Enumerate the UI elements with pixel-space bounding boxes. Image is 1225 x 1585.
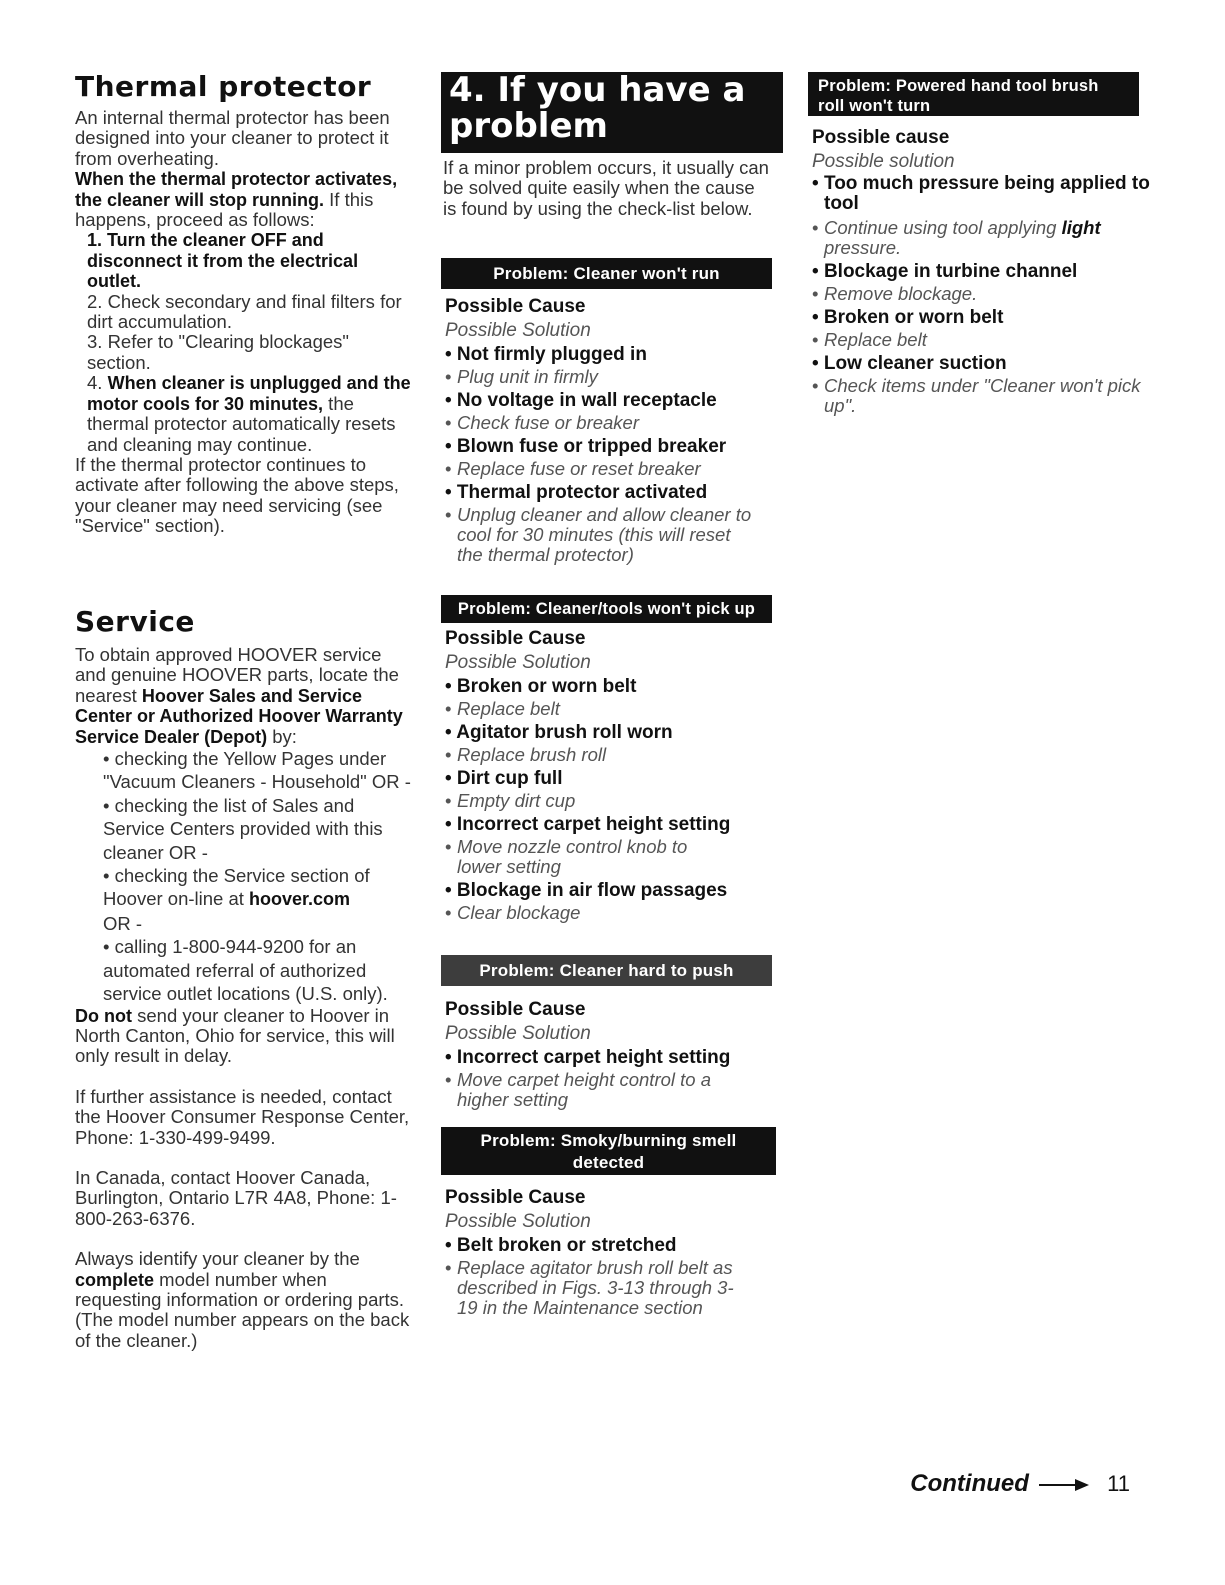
problem-hand-tool [812, 126, 1152, 418]
banner-line-2: roll won't turn [818, 97, 931, 115]
solution-text: Replace fuse or reset breaker [457, 458, 701, 479]
service-further: If further assistance is needed, contact the Hoover Consumer Response Center, Phone: 1-330-499-9499. [75, 1085, 410, 1148]
service-do-not-rest: send your cleaner to Hoover in North Canton, Ohio for service, this will only result in delay. [75, 1004, 395, 1067]
cause-item: • Thermal protector activated [445, 482, 708, 503]
cause-item: • Agitator brush roll worn [445, 722, 673, 743]
thermal-step-2: 2. Check secondary and final filters for dirt accumulation. [87, 290, 402, 333]
solution-item: • Replace brush roll [445, 744, 607, 765]
cause-item: • Incorrect carpet height setting [445, 814, 731, 835]
solution-item: • Unplug cleaner and allow cleaner to cool for 30 minutes (this will reset the thermal protector) [445, 504, 752, 565]
possible-solution-label: Possible Solution [445, 652, 591, 673]
banner-line-1: Problem: Smoky/burning smell [480, 1131, 737, 1150]
solution-item: • Replace agitator brush roll belt as described in Figs. 3-13 through 3-19 in the Maintenance section [445, 1257, 734, 1318]
thermal-warning-bold: When the thermal protector activates, the cleaner will stop running. [75, 169, 398, 210]
thermal-intro: An internal thermal protector has been designed into your cleaner to protect it from overheating. [75, 107, 390, 169]
cause-item: • Belt broken or stretched [445, 1235, 677, 1256]
cause-item: • Too much pressure being applied to tool [812, 173, 1150, 214]
cause-item: • Not firmly plugged in [445, 344, 647, 365]
solution-text: Empty dirt cup [457, 790, 576, 811]
service-option-online-text: • checking the Service section of Hoover on-line at [103, 865, 370, 910]
solution-item: • Plug unit in firmly [445, 366, 598, 387]
service-do-not [75, 1006, 415, 1067]
service-option-list: • checking the list of Sales and Service Centers provided with this cleaner OR - [103, 794, 383, 863]
cause-item: • Blockage in air flow passages [445, 880, 728, 901]
solution-text: Move carpet height control to a higher setting [457, 1069, 712, 1110]
service-always-a: Always identify your cleaner by the [75, 1248, 360, 1270]
problem-banner-smoky-smell [441, 1127, 776, 1175]
problem-banner-hard-to-push: Problem: Cleaner hard to push [441, 955, 772, 986]
cause-text: Too much pressure being applied to tool [824, 173, 1150, 214]
cause-text: Blockage in turbine channel [823, 261, 1078, 282]
thermal-step-4-rest: the thermal protector automatically resets and cleaning may continue. [87, 392, 396, 455]
solution-text: Plug unit in firmly [457, 366, 598, 387]
solution-text: Move nozzle control knob to lower setting [457, 836, 688, 877]
problem-banner-wont-pick-up: Problem: Cleaner/tools won't pick up [441, 595, 772, 623]
service-option-online-end: OR - [103, 912, 143, 934]
service-always-b: model number when requesting information or ordering parts. (The model number appears on the back of the cleaner.) [75, 1268, 410, 1351]
continued-label: Continued [910, 1470, 1029, 1497]
service-option-phone: • calling 1-800-944-9200 for an automated referral of authorized service outlet locations (U.S. only). [103, 936, 388, 1005]
solution-item: • Replace belt [445, 698, 560, 719]
service-intro-end: by: [267, 725, 297, 747]
thermal-protector-body [75, 108, 415, 537]
solution-item: • Move nozzle control knob to lower setting [445, 836, 688, 877]
solution-text: Check items under "Cleaner won't pick up". [824, 375, 1141, 416]
solution-item: • Clear blockage [445, 902, 581, 923]
service-intro-text: To obtain approved HOOVER service and genuine HOOVER parts, locate the nearest [75, 644, 399, 706]
solution-text: Replace belt [457, 698, 560, 719]
cause-item: • Blockage in turbine channel [812, 261, 1078, 282]
cause-item: • Dirt cup full [445, 768, 563, 789]
solution-item: • Replace belt [812, 329, 927, 350]
thermal-step-4 [75, 373, 415, 455]
service-options-list [75, 747, 415, 1005]
solution-item: • Replace fuse or reset breaker [445, 458, 701, 479]
solution-text: Check fuse or breaker [457, 412, 640, 433]
cause-item: • Incorrect carpet height setting [445, 1047, 731, 1068]
possible-solution-label: Possible solution [812, 151, 955, 172]
service-canada: In Canada, contact Hoover Canada, Burlington, Ontario L7R 4A8, Phone: 1-800-263-6376. [75, 1166, 397, 1229]
possible-solution-label: Possible Solution [445, 1023, 591, 1044]
problem-banner-hand-tool [808, 72, 1139, 116]
thermal-step-4-num: 4. [87, 372, 108, 394]
problem-smoky-smell [445, 1186, 785, 1320]
solution-text: Clear blockage [457, 902, 581, 923]
service-intro [75, 645, 415, 747]
solution-item: • Check items under "Cleaner won't pick up". [812, 375, 1141, 416]
cause-item: • Low cleaner suction [812, 353, 1007, 374]
cause-item: • No voltage in wall receptacle [445, 390, 717, 411]
problem-hard-to-push [445, 998, 785, 1112]
possible-cause-label: Possible Cause [445, 1187, 586, 1208]
solution-text: Replace brush roll [457, 744, 607, 765]
thermal-step-1-text: 1. Turn the cleaner OFF and disconnect it from the electrical outlet. [87, 230, 359, 292]
thermal-step-1 [75, 230, 415, 291]
possible-solution-label: Possible Solution [445, 320, 591, 341]
solution-bold: light [1061, 217, 1101, 238]
cause-item: • Broken or worn belt [812, 307, 1004, 328]
solution-item: • Continue using tool applying light pressure. [812, 217, 1101, 258]
solution-text: Replace agitator brush roll belt as described in Figs. 3-13 through 3-19 in the Maintenance section [457, 1257, 734, 1318]
solution-text: Unplug cleaner and allow cleaner to cool for 30 minutes (this will reset the thermal protector) [457, 504, 752, 565]
solution-text-end: pressure. [824, 237, 902, 258]
thermal-step-3: 3. Refer to "Clearing blockages" section. [87, 331, 349, 373]
service-do-not-bold: Do not [75, 1005, 132, 1026]
solution-item: • Empty dirt cup [445, 790, 576, 811]
thermal-step-4-bold: When cleaner is unplugged and the motor cools for 30 minutes, [87, 373, 411, 414]
solution-item: • Check fuse or breaker [445, 412, 640, 433]
solution-text: Continue using tool applying [824, 217, 1062, 238]
hoover-com-link: hoover.com [249, 889, 351, 910]
solution-item: • Move carpet height control to a higher setting [445, 1069, 712, 1110]
service-always-bold: complete [75, 1269, 155, 1290]
cause-item: • Broken or worn belt [445, 676, 637, 697]
possible-cause-label: Possible Cause [445, 999, 586, 1020]
thermal-protector-heading: Thermal protector [75, 70, 372, 103]
problem-section-title: 4. If you have a problem [441, 72, 783, 153]
possible-cause-label: Possible cause [812, 127, 950, 148]
service-heading: Service [75, 605, 195, 638]
cause-item: • Blown fuse or tripped breaker [445, 436, 727, 457]
solution-item: • Remove blockage. [812, 283, 978, 304]
service-intro-bold: Hoover Sales and Service Center or Authorized Hoover Warranty Service Dealer (Depot) [75, 685, 403, 747]
thermal-warning [75, 169, 415, 230]
service-body [75, 645, 415, 1351]
banner-line-2: detected [572, 1153, 645, 1172]
thermal-warning-rest: If this happens, proceed as follows: [75, 188, 374, 231]
arrow-right-icon [1039, 1472, 1089, 1498]
service-option-yellow-pages: • checking the Yellow Pages under "Vacuum Cleaners - Household" OR - [103, 748, 411, 793]
service-always [75, 1249, 415, 1351]
possible-solution-label: Possible Solution [445, 1211, 591, 1232]
banner-line-1: Problem: Powered hand tool brush [818, 77, 1099, 95]
problem-banner-wont-run: Problem: Cleaner won't run [441, 258, 772, 289]
service-option-online [103, 864, 415, 935]
solution-text: Remove blockage. [824, 283, 978, 304]
thermal-closing: If the thermal protector continues to activate after following the above steps, your cleaner may need servicing (see "Service" section). [75, 453, 399, 537]
solution-text: Replace belt [824, 329, 927, 350]
possible-cause-label: Possible Cause [445, 628, 586, 649]
problem-section-intro: If a minor problem occurs, it usually can be solved quite easily when the cause is found by using the check-list below. [443, 157, 769, 219]
page-footer [910, 1470, 1130, 1498]
problem-wont-run [445, 295, 785, 567]
page-number: 11 [1107, 1471, 1130, 1496]
problem-wont-pick-up [445, 627, 785, 925]
possible-cause-label: Possible Cause [445, 296, 586, 317]
